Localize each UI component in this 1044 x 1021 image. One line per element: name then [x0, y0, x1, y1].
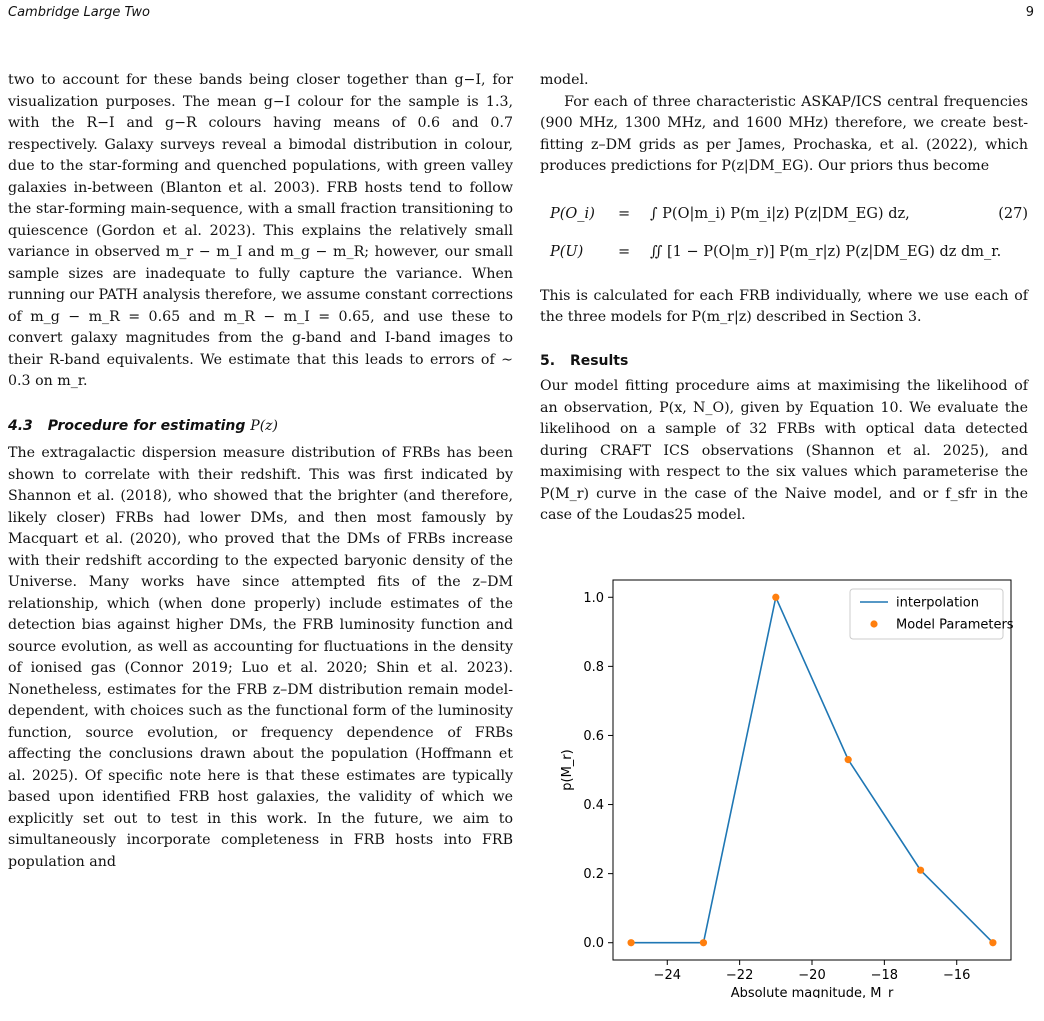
model-parameter-point [627, 939, 634, 946]
model-parameter-point [917, 867, 924, 874]
y-tick-label: 0.0 [583, 936, 604, 952]
x-tick-label: −22 [725, 968, 754, 983]
y-axis-label: p(M_r) [560, 749, 575, 791]
model-parameter-point [772, 594, 779, 601]
running-title: Cambridge Large Two [8, 5, 150, 20]
legend-label: interpolation [896, 595, 979, 611]
running-head [8, 5, 1034, 25]
x-tick-label: −16 [943, 968, 971, 983]
model-parameter-point [989, 939, 996, 946]
equation-lhs: P(O_i) [550, 205, 595, 222]
section-heading [540, 351, 1028, 373]
figure-pmr [545, 560, 1025, 998]
y-tick-label: 1.0 [583, 590, 604, 606]
subsection-heading [8, 416, 513, 438]
y-tick-label: 0.2 [583, 867, 604, 883]
paragraph-results: Our model fitting procedure aims at maximising the likelihood of an observation, P(x, N_O), given by Equation 10. We evaluate the likelihood on a sample of 32 FRBs with optical data detected during CRAFT ICS observations (Shannon et al. 2025), and maximising with respect to the six values which parameterise the P(M_r) curve in the case of the Naive model, and or f_sfr in the case of the Loudas25 model. [540, 378, 1028, 523]
pmr-chart [545, 560, 1025, 998]
x-axis-label: Absolute magnitude, M_r [730, 986, 894, 998]
subsection-title: Procedure for estimating [47, 417, 246, 434]
paragraph-calculated: This is calculated for each FRB individually, where we use each of the three models for P(m_r|z) described in Section 3. [540, 287, 1028, 325]
legend-label: Model Parameters [896, 617, 1014, 633]
paragraph-z-dm: The extragalactic dispersion measure distribution of FRBs has been shown to correlate with their redshift. This was first indicated by Shannon et al. (2018), who showed that the brighter (and therefore, likely closer) FRBs had lower DMs, and then most famously by Macquart et al. (2020), who proved that the DMs of FRBs increase with their redshift according to the expected baryonic density of the Universe. Many works have since attempted fits of the z–DM relationship, which (when done properly) include estimates of the detection bias against higher DMs, the FRB luminosity function and source evolution, as well as accounting for fluctuations in the density of ionised gas (Connor 2019; Luo et al. 2020; Shin et al. 2023). Nonetheless, estimates for the FRB z–DM distribution remain model-dependent, with choices such as the functional form of the luminosity function, source evolution, or frequency dependence of FRBs affecting the conclusions drawn about the population (Hoffmann et al. 2025). Of specific note here is that these estimates are typically based upon identified FRB host galaxies, the validity of which we explicitly set out to test in this work. In the future, we aim to simultaneously incorporate completeness in FRB hosts into FRB population and [8, 445, 513, 870]
paragraph-frequencies: For each of three characteristic ASKAP/ICS central frequencies (900 MHz, 1300 MHz, and 1600 MHz) therefore, we create best-fitting z–DM grids as per James, Prochaska, et al. (2022), which produces predictions for P(z|DM_EG). Our priors thus become [540, 93, 1028, 174]
equation-rhs: ∬ [1 − P(O|m_r)] P(m_r|z) P(z|DM_EG) dz dm_r. [650, 243, 1002, 260]
equation-lhs: P(U) [550, 243, 584, 260]
subsection-number: 4.3 [8, 417, 33, 434]
y-tick-label: 0.8 [583, 659, 604, 675]
legend [850, 589, 1014, 639]
page-number: 9 [1025, 5, 1034, 20]
paragraph-colour-corrections: two to account for these bands being closer together than g−I, for visualization purposes. The mean g−I colour for the sample is 1.3, with the R−I and g−R colours having means of 0.6 and 0.7 respectively. Galaxy surveys reveal a bimodal distribution in colour, due to the star-forming and quenched populations, with green valley galaxies in-between (Blanton et al. 2003). FRB hosts tend to follow the star-forming main-sequence, with a small fraction transitioning to quiescence (Gordon et al. 2023). This explains the relatively small variance in observed m_r − m_I and m_g − m_R; however, our small sample sizes are inadequate to fully capture the variance. When running our PATH analysis therefore, we assume constant corrections of m_g − m_R = 0.65 and m_R − m_I = 0.65, and use these to convert galaxy magnitudes from the g-band and I-band images to their R-band equivalents. We estimate that this leads to errors of ∼ 0.3 on m_r. [8, 72, 513, 389]
x-tick-label: −20 [798, 968, 826, 983]
y-tick-label: 0.6 [583, 728, 604, 744]
interpolation-line [631, 597, 993, 942]
section-title: Results [569, 352, 629, 369]
equation-27 [540, 194, 1028, 232]
equation-number: (27) [998, 205, 1028, 222]
section-number: 5. [540, 352, 556, 369]
x-tick-label: −18 [870, 968, 899, 983]
model-parameter-point [845, 756, 852, 763]
legend-point-swatch [870, 620, 877, 627]
equation-pu [540, 232, 1028, 270]
equation-block [540, 194, 1028, 270]
equation-equals: = [618, 243, 631, 260]
x-tick-label: −24 [653, 968, 681, 983]
equation-equals: = [618, 205, 631, 222]
subsection-title-math: P(z) [250, 417, 279, 434]
equation-rhs: ∫ P(O|m_i) P(m_i|z) P(z|DM_EG) dz, [650, 205, 910, 222]
right-column [540, 70, 1028, 527]
paragraph-model: model. [540, 72, 589, 88]
left-column [8, 70, 513, 873]
y-tick-label: 0.4 [583, 798, 604, 814]
model-parameter-point [700, 939, 707, 946]
